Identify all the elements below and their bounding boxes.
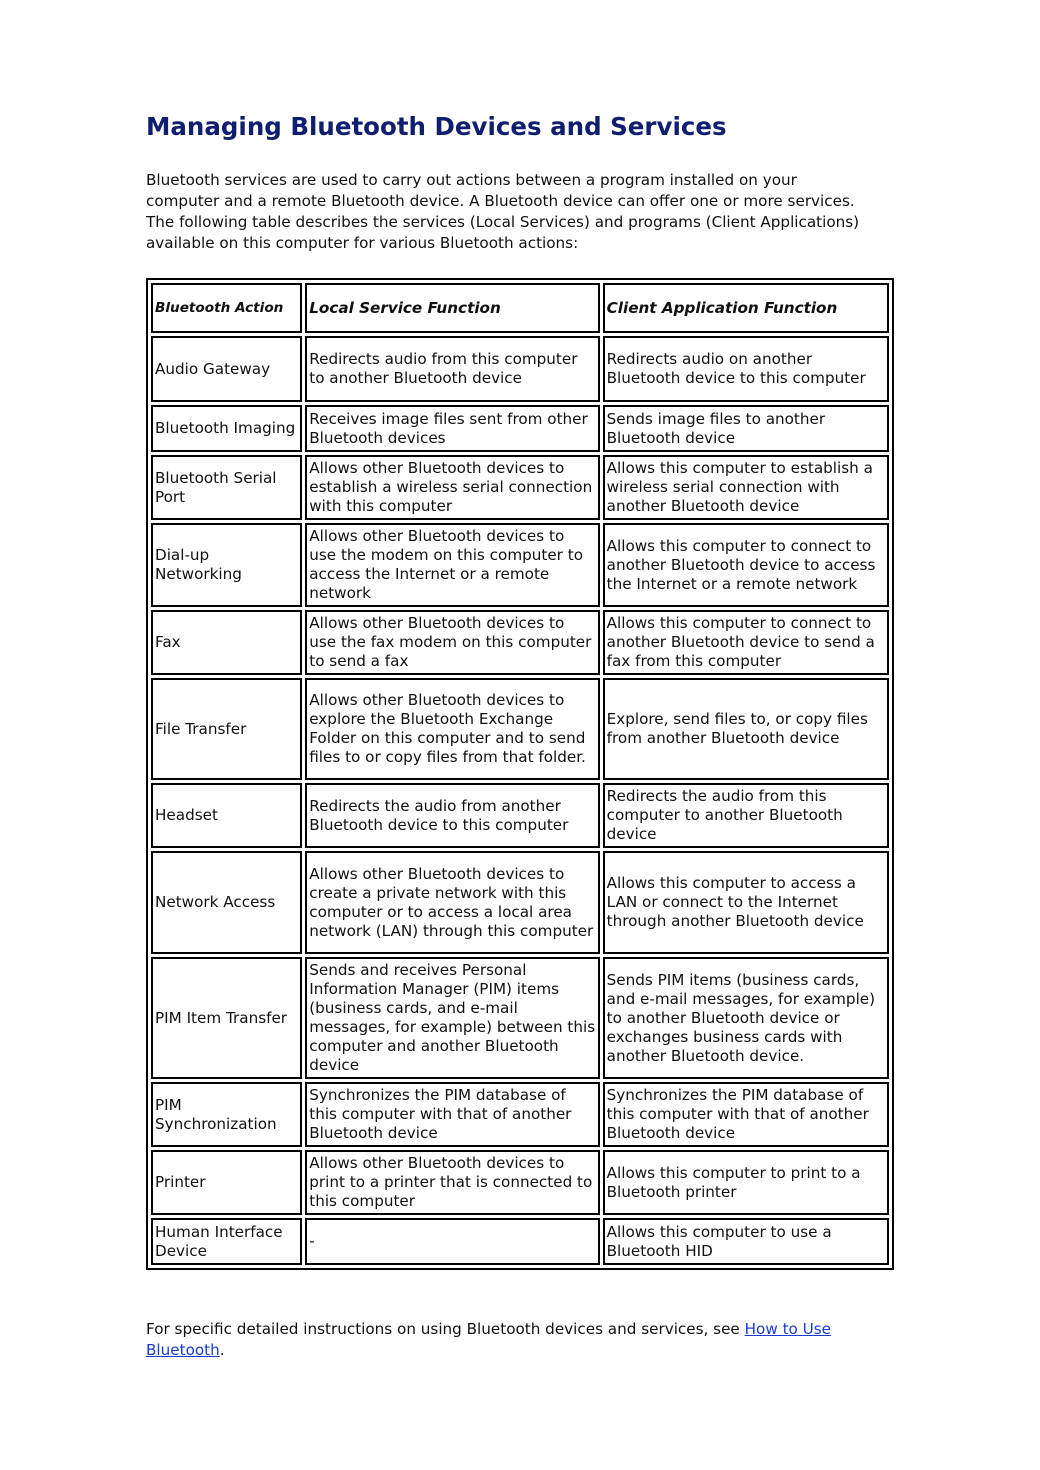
footer-suffix: . (219, 1341, 225, 1359)
cell-client: Sends PIM items (business cards, and e-mail messages, for example) to another Bluetooth device or exchanges business cards with another Bluetooth device. (603, 957, 889, 1079)
cell-local: Allows other Bluetooth devices to create a private network with this computer or to access a local area network (LAN) through this computer (305, 851, 599, 954)
cell-action: Audio Gateway (151, 336, 302, 402)
footer-paragraph (146, 1319, 896, 1361)
intro-line: computer and a remote Bluetooth device. A Bluetooth device can offer one or more services. (146, 192, 855, 210)
cell-local: Allows other Bluetooth devices to use the modem on this computer to access the Internet or a remote network (305, 523, 599, 607)
intro-line: The following table describes the services (Local Services) and programs (Client Applications) (146, 213, 860, 231)
table-row (151, 678, 889, 780)
cell-action: Bluetooth Serial Port (151, 455, 302, 520)
header-bluetooth-action: Bluetooth Action (151, 283, 302, 333)
cell-local: Sends and receives Personal Information Manager (PIM) items (business cards, and e-mail messages, for example) between this computer and another Bluetooth device (305, 957, 599, 1079)
table-row (151, 455, 889, 520)
table-row (151, 957, 889, 1079)
cell-action: File Transfer (151, 678, 302, 780)
cell-client: Allows this computer to use a Bluetooth HID (603, 1218, 889, 1265)
cell-client: Explore, send files to, or copy files from another Bluetooth device (603, 678, 889, 780)
table-row (151, 1150, 889, 1215)
cell-local: Synchronizes the PIM database of this computer with that of another Bluetooth device (305, 1082, 599, 1147)
cell-client: Allows this computer to establish a wireless serial connection with another Bluetooth device (603, 455, 889, 520)
cell-action: Dial-up Networking (151, 523, 302, 607)
cell-action: Headset (151, 783, 302, 848)
cell-local: Redirects audio from this computer to another Bluetooth device (305, 336, 599, 402)
intro-line: Bluetooth services are used to carry out actions between a program installed on your (146, 171, 797, 189)
table-row (151, 336, 889, 402)
header-client-application-function: Client Application Function (603, 283, 889, 333)
cell-action: Network Access (151, 851, 302, 954)
cell-local: - (305, 1218, 599, 1265)
footer-text: For specific detailed instructions on using Bluetooth devices and services, see (146, 1320, 745, 1338)
cell-client: Synchronizes the PIM database of this computer with that of another Bluetooth device (603, 1082, 889, 1147)
cell-client: Allows this computer to print to a Bluetooth printer (603, 1150, 889, 1215)
cell-action: Bluetooth Imaging (151, 405, 302, 452)
cell-client: Allows this computer to access a LAN or connect to the Internet through another Bluetooth device (603, 851, 889, 954)
cell-local: Allows other Bluetooth devices to explore the Bluetooth Exchange Folder on this computer and to send files to or copy files from that folder. (305, 678, 599, 780)
how-to-use-bluetooth-link[interactable]: How to Use Bluetooth (146, 1320, 832, 1359)
cell-client: Allows this computer to connect to another Bluetooth device to send a fax from this computer (603, 610, 889, 675)
table-row (151, 523, 889, 607)
cell-local: Receives image files sent from other Bluetooth devices (305, 405, 599, 452)
intro-line: available on this computer for various Bluetooth actions: (146, 234, 579, 252)
table-row (151, 851, 889, 954)
cell-action: Printer (151, 1150, 302, 1215)
table-row (151, 783, 889, 848)
cell-local: Allows other Bluetooth devices to use the fax modem on this computer to send a fax (305, 610, 599, 675)
cell-action: Human Interface Device (151, 1218, 302, 1265)
cell-local: Allows other Bluetooth devices to print to a printer that is connected to this computer (305, 1150, 599, 1215)
table-row (151, 610, 889, 675)
cell-local: Allows other Bluetooth devices to establish a wireless serial connection with this computer (305, 455, 599, 520)
cell-client: Allows this computer to connect to another Bluetooth device to access the Internet or a remote network (603, 523, 889, 607)
table-row (151, 1218, 889, 1265)
cell-local: Redirects the audio from another Bluetooth device to this computer (305, 783, 599, 848)
cell-action: PIM Item Transfer (151, 957, 302, 1079)
cell-action: PIM Synchronization (151, 1082, 302, 1147)
cell-client: Redirects the audio from this computer to another Bluetooth device (603, 783, 889, 848)
intro-paragraph (146, 170, 896, 254)
cell-action: Fax (151, 610, 302, 675)
table-row (151, 1082, 889, 1147)
table-header-row (151, 283, 889, 333)
header-local-service-function: Local Service Function (305, 283, 599, 333)
table-row (151, 405, 889, 452)
page-title: Managing Bluetooth Devices and Services (146, 112, 727, 141)
cell-client: Sends image files to another Bluetooth device (603, 405, 889, 452)
cell-client: Redirects audio on another Bluetooth device to this computer (603, 336, 889, 402)
bluetooth-services-table (146, 278, 894, 1270)
